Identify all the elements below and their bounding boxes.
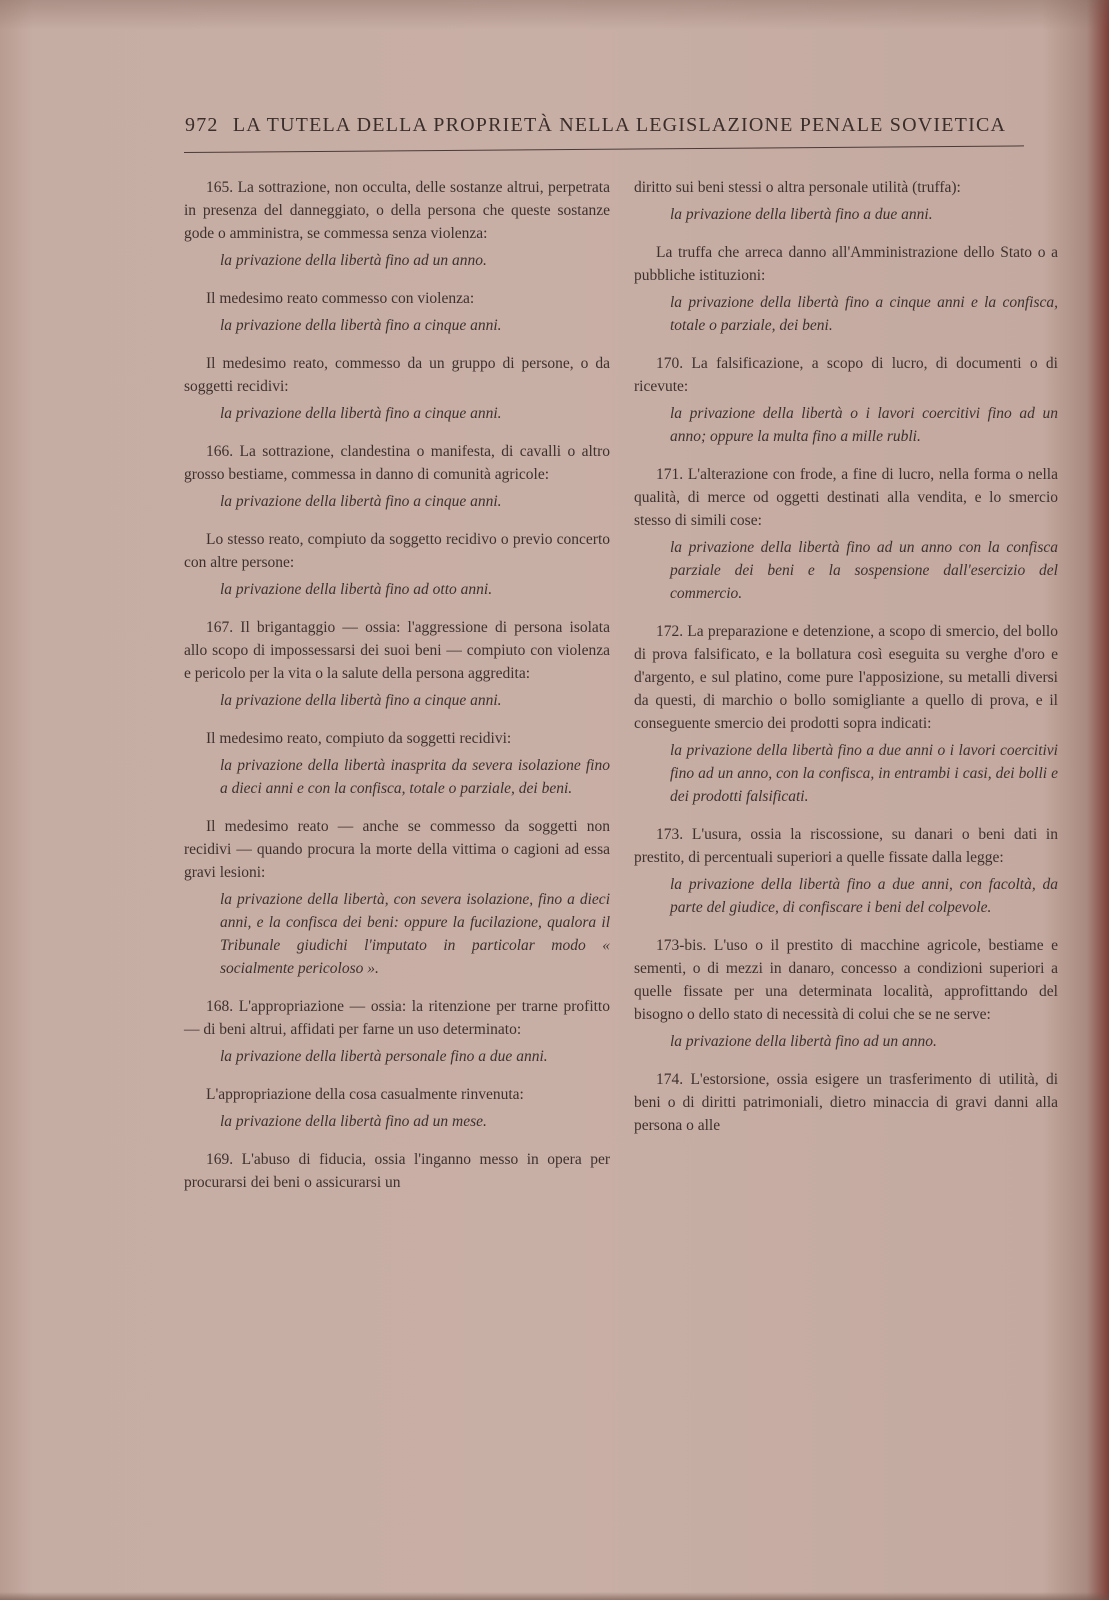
page-top-shadow	[0, 0, 1109, 30]
left-column	[184, 176, 610, 1198]
penalty-text: la privazione della libertà o i lavori coercitivi fino ad un anno; oppure la multa fino a mille rubli.	[670, 405, 1058, 445]
penalty-text: la privazione della libertà fino ad un anno con la confisca parziale dei beni e la sospensione dall'esercizio del commercio.	[670, 539, 1058, 602]
article-text-continued: diritto sui beni stessi o altra personale utilità (truffa):	[634, 179, 961, 196]
article-text: 172. La preparazione e detenzione, a scopo di smercio, del bollo di prova falsificato, e la bollatura così eseguita su verghe d'oro e d'argento, e sul platino, come pure l'apposizione, su metalli diversi da questi, di marchio o bollo somigliante a quello di prova, e il conseguente smercio dei prodotti sopra indicati:	[634, 623, 1058, 732]
penalty-text: la privazione della libertà fino ad un mese.	[220, 1113, 487, 1130]
penalty-text: la privazione della libertà fino a cinque anni.	[220, 493, 502, 510]
article-text: Il medesimo reato, compiuto da soggetti recidivi:	[206, 730, 512, 747]
penalty-text: la privazione della libertà fino a due anni o i lavori coercitivi fino ad un anno, con la confisca, in entrambi i casi, dei bolli e dei prodotti falsificati.	[670, 742, 1058, 805]
article-text: Lo stesso reato, compiuto da soggetto recidivo o previo concerto con altre persone:	[184, 531, 610, 571]
article-text: 174. L'estorsione, ossia esigere un trasferimento di utilità, di beni o di diritti patrimoniali, dietro minaccia di gravi danni alla persona o alle	[634, 1071, 1058, 1134]
right-column	[634, 176, 1058, 1141]
article-text: 165. La sottrazione, non occulta, delle sostanze altrui, perpetrata in presenza del danneggiato, o della persona che queste sostanze gode o amministra, se commessa senza violenza:	[184, 179, 610, 242]
penalty-text: la privazione della libertà fino ad un anno.	[670, 1033, 937, 1050]
article-text: Il medesimo reato — anche se commesso da soggetti non recidivi — quando procura la morte della vittima o cagioni ad essa gravi lesioni:	[184, 818, 610, 881]
running-header	[185, 114, 1025, 137]
penalty-text: la privazione della libertà fino a cinque anni.	[220, 405, 502, 422]
penalty-text: la privazione della libertà personale fino a due anni.	[220, 1048, 548, 1065]
article-text: 167. Il brigantaggio — ossia: l'aggressione di persona isolata allo scopo di impossessarsi dei suoi beni — compiuto con violenza e pericolo per la vita o la salute della persona aggredita:	[184, 619, 610, 682]
article-text: 169. L'abuso di fiducia, ossia l'inganno messo in opera per procurarsi dei beni o assicurarsi un	[184, 1151, 610, 1191]
article-text: 170. La falsificazione, a scopo di lucro, di documenti o di ricevute:	[634, 355, 1058, 395]
article-text: 173. L'usura, ossia la riscossione, su danari o beni dati in prestito, di percentuali superiori a quelle fissate dalla legge:	[634, 826, 1058, 866]
article-text: 173-bis. L'uso o il prestito di macchine agricole, bestiame e sementi, o di mezzi in danaro, concesso a condizioni superiori a quelle fissate per una determinata località, approfittando del bisogno o dello stato di necessità di colui che se ne serve:	[634, 937, 1058, 1023]
penalty-text: la privazione della libertà fino a cinque anni.	[220, 692, 502, 709]
penalty-text: la privazione della libertà fino a cinque anni.	[220, 317, 502, 334]
running-title: LA TUTELA DELLA PROPRIETÀ NELLA LEGISLAZIONE PENALE SOVIETICA	[232, 114, 1007, 136]
article-text: 168. L'appropriazione — ossia: la ritenzione per trarne profitto — di beni altrui, affidati per farne un uso determinato:	[184, 998, 610, 1038]
article-text: 171. L'alterazione con frode, a fine di lucro, nella forma o nella qualità, di merce od oggetti destinati alla vendita, e lo smercio stesso di simili cose:	[634, 466, 1058, 529]
article-text: Il medesimo reato, commesso da un gruppo di persone, o da soggetti recidivi:	[184, 355, 610, 395]
article-text: 166. La sottrazione, clandestina o manifesta, di cavalli o altro grosso bestiame, commessa in danno di comunità agricole:	[184, 443, 610, 483]
penalty-text: la privazione della libertà fino ad un anno.	[220, 252, 487, 269]
article-text: L'appropriazione della cosa casualmente rinvenuta:	[206, 1086, 524, 1103]
penalty-text: la privazione della libertà fino a cinque anni e la confisca, totale o parziale, dei beni.	[670, 294, 1058, 334]
article-text: Il medesimo reato commesso con violenza:	[206, 290, 475, 307]
penalty-text: la privazione della libertà fino a due anni, con facoltà, da parte del giudice, di confiscare i beni del colpevole.	[670, 876, 1058, 916]
penalty-text: la privazione della libertà inasprita da severa isolazione fino a dieci anni e con la confisca, totale o parziale, dei beni.	[220, 757, 610, 797]
page-bottom-edge	[0, 1592, 1109, 1600]
page-number: 972	[185, 114, 219, 136]
article-text: La truffa che arreca danno all'Amministrazione dello Stato o a pubbliche istituzioni:	[634, 244, 1058, 284]
penalty-text: la privazione della libertà, con severa isolazione, fino a dieci anni, e la confisca dei beni: oppure la fucilazione, qualora il Tribunale giudichi l'imputato in particolar modo « socialmente pericoloso ».	[220, 891, 610, 977]
penalty-text: la privazione della libertà fino ad otto anni.	[220, 581, 493, 598]
penalty-text: la privazione della libertà fino a due anni.	[670, 206, 933, 223]
